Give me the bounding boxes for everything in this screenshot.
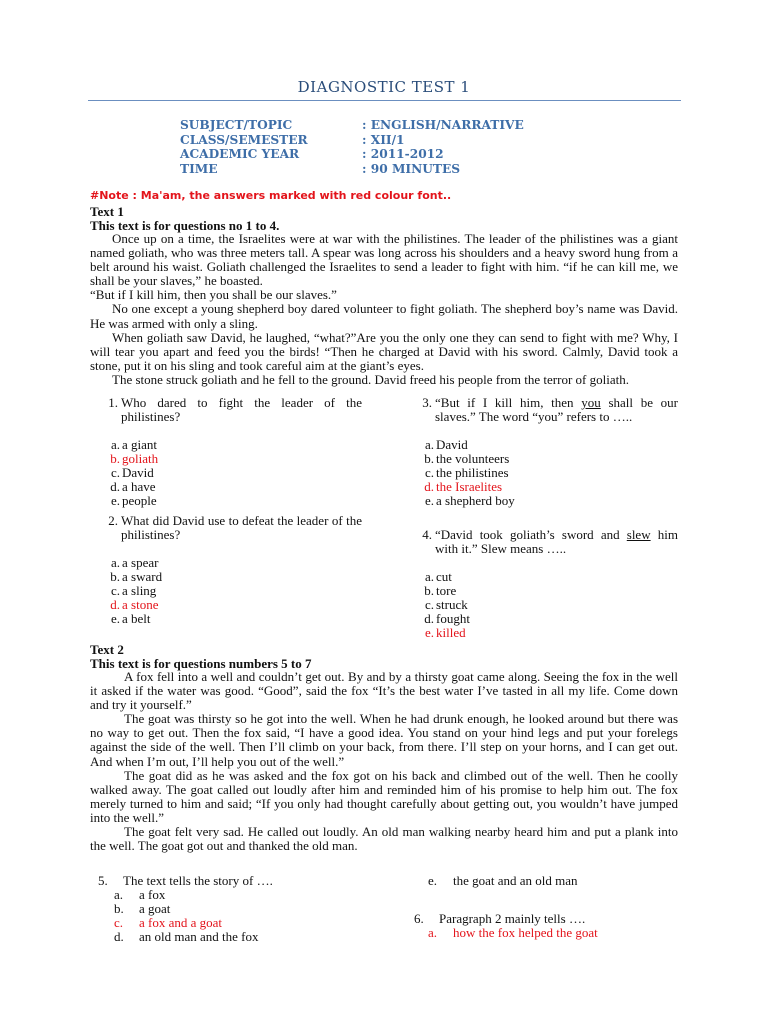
text1-paragraph: When goliath saw David, he laughed, “what?”Are you the only one they can send to fight with me? Why, I will tear you apart and feed you the birds! “Then he charged at David with his sword. Calmly, David took a stone, put it on his sling and took careful aim at the giant’s eyes. [90, 329, 678, 373]
info-row-subject: SUBJECT/TOPIC : ENGLISH/NARRATIVE [180, 118, 524, 132]
question-1: 1. Who dared to fight the leader of the philistines? a. a giant b. goliath c. David d. a have e. people [98, 396, 362, 508]
option-b: b. a goat [114, 901, 171, 917]
option-c-answer: c. a fox and a goat [114, 915, 223, 931]
option-d-answer: d. the Israelites [424, 478, 503, 494]
info-row-year: ACADEMIC YEAR : 2011-2012 [180, 147, 444, 162]
text2-passage [90, 670, 678, 853]
option-c: c. David [110, 464, 154, 480]
question-stem: 6. Paragraph 2 mainly tells …. [414, 911, 586, 926]
option-a: a. cut [424, 569, 452, 585]
option-b: b. the volunteers [424, 451, 510, 467]
option-e: e. a belt [110, 610, 151, 626]
option-e-answer: e. killed [424, 624, 466, 640]
question-stem: “David took goliath’s sword and slew him with it.” Slew means ….. [435, 527, 678, 557]
text2-paragraph: The goat did as he was asked and the fox got on his back and climbed out of the well. Then he coolly walked away. The goat called out loudly after him and reminded him of his promise to help him out. The fox merely turned to him and said; “If you only had thought carefully about getting out, you wouldn’t have jumped into the well.” [90, 767, 678, 825]
title-divider [88, 100, 681, 101]
option-d: d. an old man and the fox [114, 929, 259, 945]
option-b-answer: b. goliath [110, 451, 159, 467]
question-5 [98, 874, 398, 944]
question-5-option-e: e. the goat and an old man [428, 873, 578, 888]
info-row-class: CLASS/SEMESTER : XII/1 [180, 132, 405, 147]
question-3: 3. “But if I kill him, then you shall be our slaves.” The word “you” refers to ….. a. David b. the volunteers c. the philistines d. the Israelites e. a shepherd boy [412, 396, 678, 508]
option-b: b. a sward [110, 569, 163, 585]
option-d: d. fought [424, 610, 470, 626]
text1-paragraph: Once up on a time, the Israelites were at war with the philistines. The leader of the philistines was a giant named goliath, who was three meters tall. A spear was long across his shoulders and a heavy sword hung from a belt around his waist. Goliath challenged the Israelites to send a leader to fight with him. “if he can kill me, we shall be your slaves,” he boasted. [90, 231, 678, 289]
text2-paragraph: The goat felt very sad. He called out loudly. An old man walking nearby heard him and put a plank into the well. The goat got out and thanked the old man. [90, 824, 678, 854]
text2-paragraph: The goat was thirsty so he got into the well. When he had drunk enough, he looked around but there was no way to get out. Then the fox said, “I have a good idea. You stand on your hind legs and put your forelegs against the side of the well. Then I’ll climb on your back, from there. I’ll step on your horns, and I can get out. And when I’m out, I’ll help you out of the well.” [90, 711, 678, 769]
question-stem: What did David use to defeat the leader of the philistines? [121, 513, 362, 543]
question-2: 2. What did David use to defeat the leader of the philistines? a. a spear b. a sward c. a sling d. a stone e. a belt [98, 514, 362, 626]
question-6 [414, 912, 678, 940]
option-c: c. struck [424, 596, 468, 612]
option-e: e. a shepherd boy [424, 492, 515, 508]
option-c: c. a sling [110, 582, 157, 598]
option-d-answer: d. a stone [110, 596, 159, 612]
text1-paragraph: The stone struck goliath and he fell to the ground. David freed his people from the terror of goliath. [112, 371, 629, 387]
text1-paragraph: No one except a young shepherd boy dared volunteer to fight goliath. The shepherd boy’s name was David. He was armed with only a sling. [90, 301, 678, 331]
page-title: DIAGNOSTIC TEST 1 [297, 78, 471, 96]
text2-subheading: This text is for questions numbers 5 to 7 [90, 656, 312, 671]
info-row-time: TIME : 90 MINUTES [180, 161, 461, 176]
option-c: c. the philistines [424, 464, 509, 480]
question-4: 4. “David took goliath’s sword and slew him with it.” Slew means ….. a. cut b. tore c. struck d. fought e. killed [412, 528, 678, 640]
text2-paragraph: A fox fell into a well and couldn’t get out. By and by a thirsty goat came along. Seeing the fox in the well it asked if the water was good. “Good”, said the fox “It’s the best water I’ve tasted in all my life. Come down and try it yourself.” [90, 669, 678, 713]
test-info [180, 118, 524, 176]
question-stem: Who dared to fight the leader of the philistines? [121, 395, 362, 425]
text2-heading: Text 2 [90, 642, 124, 657]
option-a: a. a spear [110, 555, 159, 571]
option-a: a. a giant [110, 437, 158, 453]
text1-paragraph: “But if I kill him, then you shall be our slaves.” [90, 287, 337, 303]
option-a: a. David [424, 437, 468, 453]
answer-note: #Note : Ma'am, the answers marked with red colour font.. [90, 189, 452, 202]
question-stem: “But if I kill him, then you shall be our slaves.” The word “you” refers to ….. [435, 395, 678, 425]
option-e: e. people [110, 492, 157, 508]
option-d: d. a have [110, 478, 156, 494]
option-b: b. tore [424, 583, 457, 599]
option-a: a. a fox [114, 887, 166, 903]
text1-subheading: This text is for questions no 1 to 4. [90, 218, 280, 233]
option-a-answer: a. how the fox helped the goat [428, 925, 598, 941]
text1-passage [90, 232, 678, 387]
question-stem: 5. The text tells the story of …. [98, 873, 273, 888]
text1-heading: Text 1 [90, 204, 124, 219]
